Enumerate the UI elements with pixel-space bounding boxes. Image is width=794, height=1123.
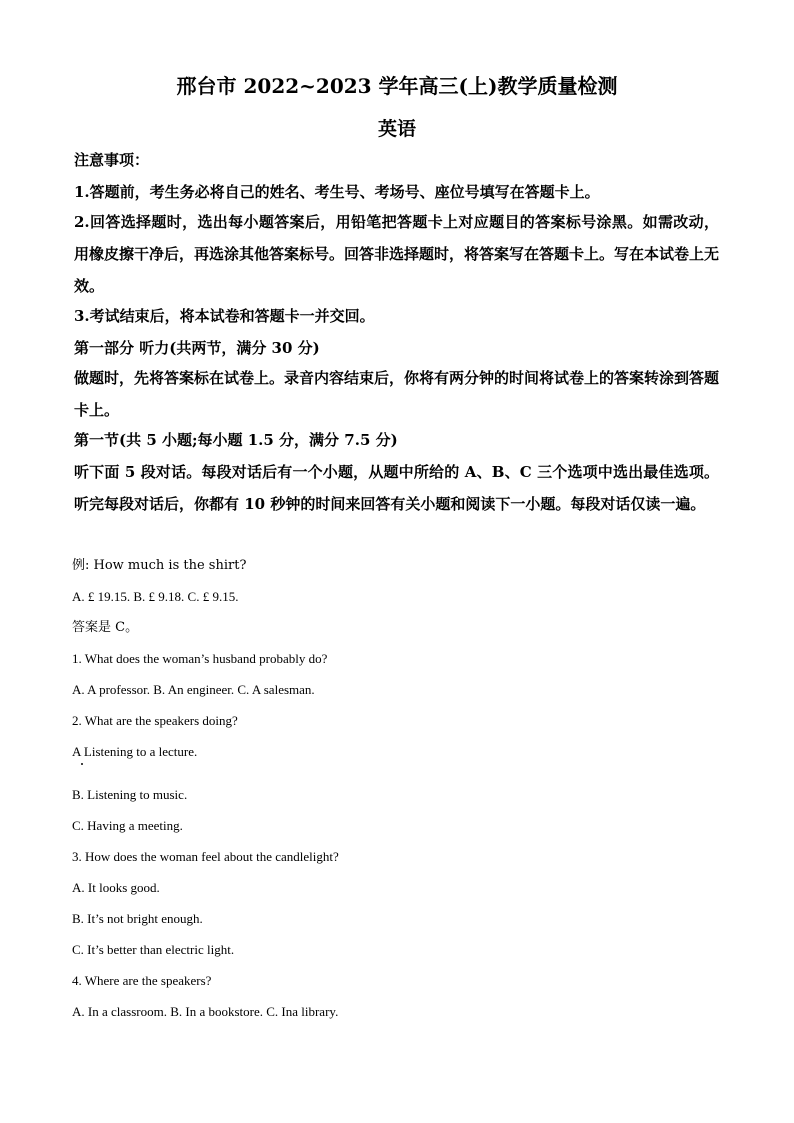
question-3-option-a: A. It looks good. bbox=[72, 880, 160, 895]
question-2-stem: 2. What are the speakers doing? bbox=[72, 713, 238, 728]
section1-heading: 第一节(共 5 小题;每小题 1.5 分，满分 7.5 分) bbox=[74, 431, 398, 449]
section1-instructions: 听下面 5 段对话。每段对话后有一个小题，从题中所给的 A、B、C 三个选项中选出最佳选项。听完每段对话后，你都有 10 秒钟的时间来回答有关小题和阅读下一小题。每段对话仅读一遍。 bbox=[74, 463, 719, 513]
question-1-stem: 1. What does the woman’s husband probably do? bbox=[72, 651, 328, 666]
example-options: A. £ 19.15. B. £ 9.18. C. £ 9.15. bbox=[72, 589, 239, 604]
stray-dot-mark bbox=[81, 763, 83, 765]
question-2-option-b: B. Listening to music. bbox=[72, 787, 188, 802]
part1-instructions: 做题时，先将答案标在试卷上。录音内容结束后，你将有两分钟的时间将试卷上的答案转涂到答题卡上。 bbox=[74, 369, 720, 419]
notice-item-2: 2.回答选择题时，选出每小题答案后，用铅笔把答题卡上对应题目的答案标号涂黑。如需改动，用橡皮擦干净后，再选涂其他答案标号。回答非选择题时，将答案写在答题卡上。写在本试卷上无效。 bbox=[74, 213, 720, 295]
notice-item-3: 3.考试结束后，将本试卷和答题卡一并交回。 bbox=[74, 307, 375, 325]
question-4-options: A. In a classroom. B. In a bookstore. C. Ina library. bbox=[72, 1004, 339, 1019]
question-4-stem: 4. Where are the speakers? bbox=[72, 973, 212, 988]
question-1-options: A. A professor. B. An engineer. C. A salesman. bbox=[72, 682, 315, 697]
notice-item-1: 1.答题前，考生务必将自己的姓名、考生号、考场号、座位号填写在答题卡上。 bbox=[74, 183, 600, 201]
question-3-stem: 3. How does the woman feel about the candlelight? bbox=[72, 849, 339, 864]
question-2-option-c: C. Having a meeting. bbox=[72, 818, 183, 833]
subject-title: 英语 bbox=[377, 118, 416, 140]
question-3-option-c: C. It’s better than electric light. bbox=[72, 942, 235, 957]
question-3-option-b: B. It’s not bright enough. bbox=[72, 911, 203, 926]
notice-heading: 注意事项： bbox=[74, 151, 150, 169]
example-answer: 答案是 C。 bbox=[72, 620, 139, 635]
example-question: 例: How much is the shirt? bbox=[72, 558, 247, 573]
question-2-option-a: A Listening to a lecture. bbox=[72, 744, 198, 759]
part1-heading: 第一部分 听力(共两节，满分 30 分) bbox=[74, 339, 320, 357]
exam-title: 邢台市 2022~2023 学年高三(上)教学质量检测 bbox=[176, 74, 618, 98]
